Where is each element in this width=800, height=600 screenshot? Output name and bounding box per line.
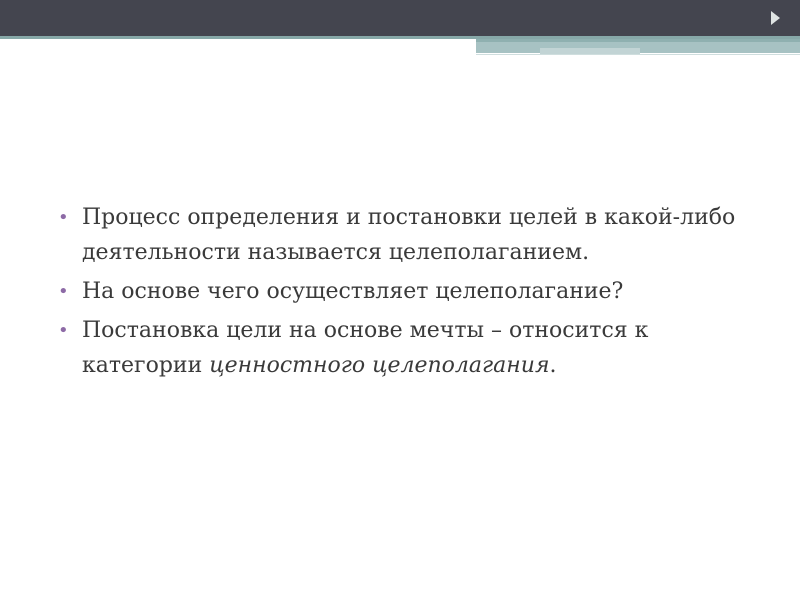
slide-content	[58, 200, 758, 387]
bullet-item-1	[58, 200, 758, 270]
accent-faint-line	[476, 54, 800, 55]
bullet-dot-icon: •	[58, 320, 69, 341]
top-header-bar	[0, 0, 800, 36]
bullet-dot-icon: •	[58, 207, 69, 228]
bullet-text-italic: ценностного целеполагания	[209, 353, 550, 378]
bullet-item-3	[58, 313, 758, 383]
bullet-text: Процесс определения и постановки целей в какой-либо деятельности называется целеполаганием.	[82, 205, 736, 265]
bullet-text: На основе чего осуществляет целеполагание?	[82, 279, 624, 304]
bullet-text-end: .	[549, 353, 557, 378]
accent-line	[476, 39, 800, 42]
bullet-item-2	[58, 274, 758, 309]
triangle-arrow-icon	[771, 11, 780, 25]
bullet-text: Постановка цели на основе мечты – относится к категории	[82, 318, 649, 378]
bullet-dot-icon: •	[58, 281, 69, 302]
bullet-list	[58, 200, 758, 383]
